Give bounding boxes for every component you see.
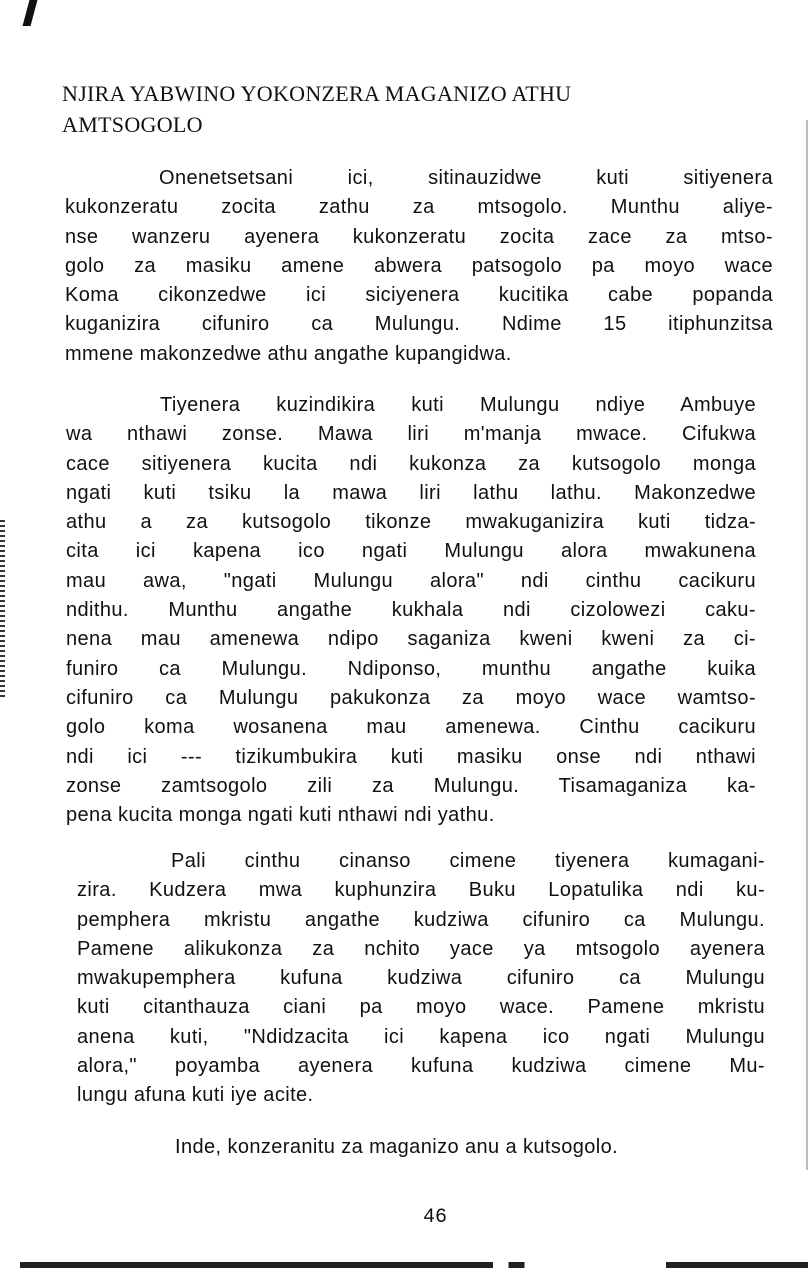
text-line: golo za masiku amene abwera patsogolo pa moyo wace (65, 254, 773, 277)
text-line: mau awa, "ngati Mulungu alora" ndi cinthu cacikuru (66, 569, 756, 592)
scan-mark (23, 0, 38, 26)
title-line: AMTSOGOLO (62, 112, 203, 137)
text-line: cifuniro ca Mulungu pakukonza za moyo wace wamtso- (66, 686, 756, 709)
closing-sentence: Inde, konzeranitu za maganizo anu a kutsogolo. (175, 1136, 619, 1158)
paragraph-1 (65, 164, 773, 369)
text-line: kukonzeratu zocita zathu za mtsogolo. Munthu aliye- (65, 196, 773, 219)
page-title (62, 78, 571, 140)
text-line: wa nthawi zonse. Mawa liri m'manja mwace. Cifukwa (66, 423, 756, 446)
paragraph-3 (77, 847, 765, 1111)
text-line: ndi ici --- tizikumbukira kuti masiku onse ndi nthawi (66, 745, 756, 768)
text-line: Pamene alikukonza za nchito yace ya mtsogolo ayenera (77, 937, 765, 960)
text-line: Tiyenera kuzindikira kuti Mulungu ndiye Ambuye (160, 394, 756, 416)
text-line: athu a za kutsogolo tikonze mwakuganizira kuti tidza- (66, 511, 756, 534)
text-line: ndithu. Munthu angathe kukhala ndi cizolowezi caku- (66, 599, 756, 622)
text-line: alora," poyamba ayenera kufuna kudziwa cimene Mu- (77, 1055, 765, 1078)
title-line: NJIRA YABWINO YOKONZERA MAGANIZO ATHU (62, 81, 572, 106)
text-line: kuganizira cifuniro ca Mulungu. Ndime 15 itiphunzitsa (65, 313, 773, 336)
text-line: cita ici kapena ico ngati Mulungu alora mwakunena (66, 540, 756, 563)
scan-edge-left (0, 520, 5, 700)
text-line: kuti citanthauza ciani pa moyo wace. Pamene mkristu (77, 996, 765, 1019)
text-line: cace sitiyenera kucita ndi kukonza za kutsogolo monga (66, 452, 756, 475)
text-line: zonse zamtsogolo zili za Mulungu. Tisamaganiza ka- (66, 774, 756, 797)
text-line: nena mau amenewa ndipo saganiza kweni kweni za ci- (66, 628, 756, 651)
text-line: lungu afuna kuti iye acite. (77, 1084, 314, 1107)
text-line: mwakupemphera kufuna kudziwa cifuniro ca Mulungu (77, 967, 765, 990)
text-line: Pali cinthu cinanso cimene tiyenera kumagani- (171, 850, 765, 872)
scan-edge-bottom (20, 1262, 808, 1268)
text-line: pena kucita monga ngati kuti nthawi ndi yathu. (66, 804, 495, 827)
text-line: mmene makonzedwe athu angathe kupangidwa. (65, 342, 512, 365)
text-line: funiro ca Mulungu. Ndiponso, munthu angathe kuika (66, 657, 756, 680)
text-line: anena kuti, "Ndidzacita ici kapena ico ngati Mulungu (77, 1025, 765, 1048)
paragraph-2 (66, 391, 756, 830)
text-line: golo koma wosanena mau amenewa. Cinthu cacikuru (66, 716, 756, 739)
page-number: 46 (423, 1206, 448, 1229)
text-line: Onenetsetsani ici, sitinauzidwe kuti sitiyenera (159, 167, 773, 189)
text-line: ngati kuti tsiku la mawa liri lathu lathu. Makonzedwe (66, 481, 756, 504)
text-line: pemphera mkristu angathe kudziwa cifuniro ca Mulungu. (77, 908, 765, 931)
text-line: zira. Kudzera mwa kuphunzira Buku Lopatulika ndi ku- (77, 879, 765, 902)
text-line: Koma cikonzedwe ici siciyenera kucitika cabe popanda (65, 284, 773, 307)
text-line: nse wanzeru ayenera kukonzeratu zocita zace za mtso- (65, 225, 773, 248)
